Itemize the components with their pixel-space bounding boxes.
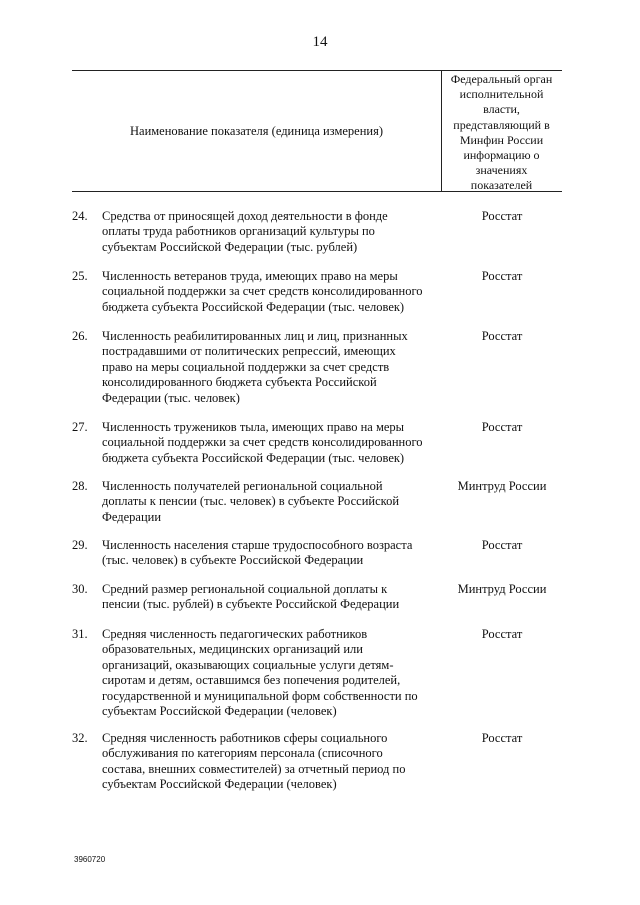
header-agency-line: Федеральный орган [450,72,553,86]
row-indicator: Средняя численность педагогических работников образовательных, медицинских организаций или организаций, оказывающих социальные услуги детям- сиротам и детям, оставшимся без попечения родителей, государственной и муниципальной форм собственности по субъектам Российской Федерации (человек) [102,627,418,719]
page-number: 14 [312,34,328,50]
row-indicator: Численность ветеранов труда, имеющих право на меры социальной поддержки за счет средств консолидированного бюджета субъекта Российской Федерации (тыс. человек) [102,269,423,314]
row-agency: Росстат [481,538,523,552]
document-code: 3960720 [74,855,106,864]
header-agency-line: представляющий в [453,117,550,132]
row-indicator: Средства от приносящей доход деятельности в фонде оплаты труда работников организаций культуры по субъектам Российской Федерации (тыс. рублей) [102,209,388,254]
row-indicator: Средняя численность работников сферы социального обслуживания по категориям персонала (списочного состава, внешних совместителей) за отчетный период по субъектам Российской Федерации (человек) [102,731,406,792]
indicators-table [72,70,562,792]
row-number: 26. [72,329,88,343]
header-indicator-name: Наименование показателя (единица измерения) [130,123,383,138]
row-agency: Минтруд России [457,479,547,493]
table-header [72,70,562,192]
table-row [72,269,562,315]
row-agency: Росстат [481,731,523,745]
row-indicator: Численность населения старше трудоспособного возраста (тыс. человек) в субъекте Российской Федерации [102,538,413,568]
header-agency-line: власти, [483,102,520,117]
row-indicator: Средний размер региональной социальной доплаты к пенсии (тыс. рублей) в субъекте Российской Федерации [102,582,400,612]
table-row [72,420,562,466]
header-agency-line: информацию о [463,148,540,163]
header-agency-line: значениях [475,163,528,178]
row-agency: Росстат [481,209,523,223]
row-agency: Минтруд России [457,582,547,596]
header-agency-line: показателей [470,178,533,193]
table-row [72,627,562,719]
row-number: 24. [72,209,88,223]
row-indicator: Численность тружеников тыла, имеющих право на меры социальной поддержки за счет средств консолидированного бюджета субъекта Российской Федерации (тыс. человек) [102,420,423,465]
row-number: 31. [72,627,88,641]
row-number: 25. [72,269,88,283]
row-agency: Росстат [481,420,523,434]
row-number: 29. [72,538,88,552]
header-agency-line: Минфин России [459,132,544,147]
row-agency: Росстат [481,329,523,343]
header-agency [441,71,561,191]
table-row [72,209,562,255]
row-number: 30. [72,582,88,596]
table-row [72,731,562,793]
header-agency-line: исполнительной [459,87,544,102]
row-agency: Росстат [481,269,523,283]
table-row [72,538,562,569]
table-row [72,329,562,406]
table-row [72,479,562,525]
row-number: 27. [72,420,88,434]
table-row [72,582,562,613]
row-number: 32. [72,731,88,745]
row-indicator: Численность реабилитированных лиц и лиц, признанных пострадавшими от политических репрессий, имеющих право на меры социальной поддержки за счет средств консолидированного бюджета субъекта Российской Федерации (тыс. человек) [102,329,408,405]
row-number: 28. [72,479,88,493]
row-agency: Росстат [481,627,523,641]
row-indicator: Численность получателей региональной социальной доплаты к пенсии (тыс. человек) в субъекте Российской Федерации [102,479,400,524]
